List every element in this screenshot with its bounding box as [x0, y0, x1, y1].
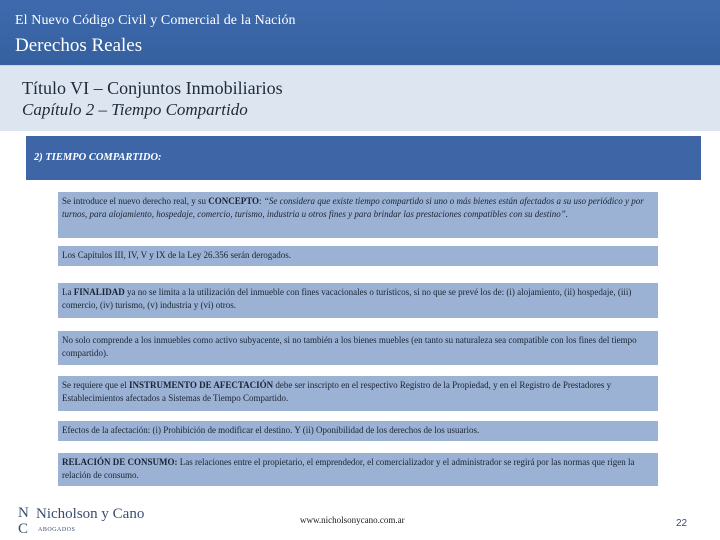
page-number: 22: [676, 518, 688, 529]
slide-header: [0, 0, 720, 65]
slide-title: Título VI – Conjuntos Inmobiliarios: [22, 78, 283, 98]
block-text: Efectos de la afectación: (i) Prohibición de modificar el destino. Y (ii) Oponibilidad de los derechos de los usuarios.: [62, 425, 480, 435]
header-title: El Nuevo Código Civil y Comercial de la Nación: [15, 13, 296, 28]
logo-letter-n: N: [18, 505, 29, 521]
block-keyword: CONCEPTO: [208, 196, 260, 206]
logo-subtitle: ABOGADOS: [38, 527, 76, 533]
content-block-instrumento: [58, 376, 658, 411]
content-block-consumo: [58, 453, 658, 486]
block-text: ya no se limita a la utilización del inmueble con fines vacacionales o turísticos, si no que se prevé los de: (i) alojamiento, (ii) hospedaje, (iii) comercio, (iv) turismo, (v) industria y (vi) otros.: [62, 287, 632, 310]
logo-name: Nicholson y Cano: [36, 506, 145, 522]
content-block-efectos: [58, 421, 658, 441]
section-label: 2) TIEMPO COMPARTIDO:: [34, 152, 162, 163]
block-keyword: INSTRUMENTO DE AFECTACIÓN: [128, 380, 274, 390]
block-text: No solo comprende a los inmuebles como activo subyacente, si no también a los bienes muebles (en tanto su naturaleza sea compatible con los fines del tiempo compartido).: [62, 335, 637, 358]
block-quote: “Se considera que existe tiempo compartido si uno o más bienes están afectados a su uso periódico y por turnos, para alojamiento, hospedaje, comercio, turismo, industria u otros fines y para brindar las prestaciones compatibles con su destino”.: [62, 196, 644, 219]
block-text: Se introduce el nuevo derecho real, y su: [62, 196, 209, 206]
content-block-derogacion: [58, 246, 658, 266]
block-text: Los Capítulos III, IV, V y IX de la Ley 26.356 serán derogados.: [62, 250, 291, 260]
content-block-finalidad: [58, 283, 658, 318]
block-text: debe ser inscripto en el respectivo Registro de la Propiedad, y en el Registro de Prestadores y Establecimientos afectados a Sistemas de Tiempo Compartido.: [62, 380, 612, 403]
block-text: La: [62, 287, 74, 297]
title-box: [0, 65, 720, 131]
block-text: Las relaciones entre el propietario, el emprendedor, el comercializador y el administrador se regirá por las normas que rigen la relación de consumo.: [62, 457, 635, 480]
footer-url[interactable]: www.nicholsonycano.com.ar: [300, 515, 405, 525]
content-block-concepto: [58, 192, 658, 238]
logo-letter-c: C: [18, 521, 29, 537]
block-text: :: [259, 196, 264, 206]
content-block-bienes: [58, 331, 658, 365]
company-logo: [18, 505, 168, 537]
block-keyword: RELACIÓN DE CONSUMO:: [62, 457, 178, 467]
section-bar: [26, 136, 701, 180]
slide-subtitle: Capítulo 2 – Tiempo Compartido: [22, 100, 248, 119]
header-subtitle: Derechos Reales: [15, 35, 143, 56]
block-keyword: FINALIDAD: [73, 287, 125, 297]
block-text: Se requiere que el: [62, 380, 129, 390]
